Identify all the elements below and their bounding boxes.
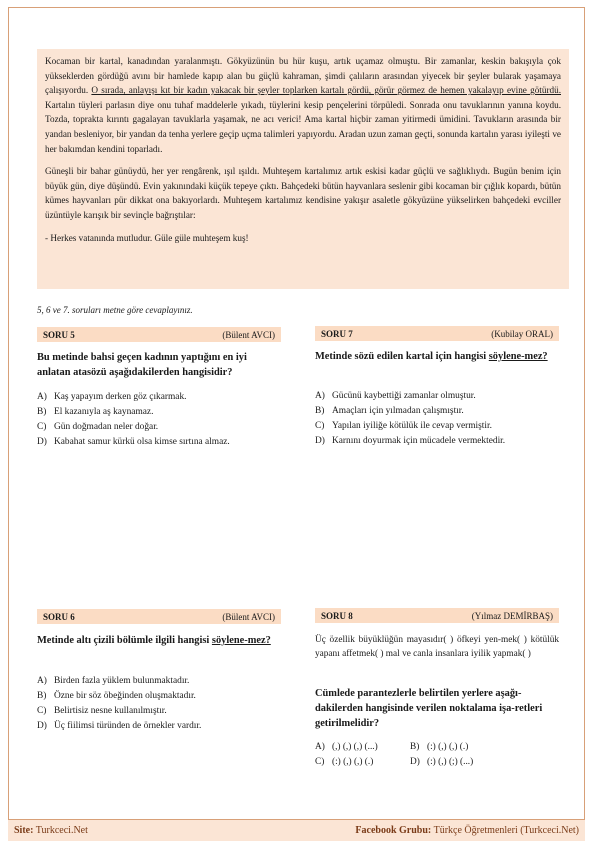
footer-facebook-label: Facebook Grubu: — [355, 825, 432, 836]
footer-facebook — [355, 825, 579, 836]
option-letter: B) — [410, 742, 420, 752]
option-d[interactable] — [410, 755, 559, 770]
question-6-title — [37, 633, 281, 648]
question-5-options — [37, 390, 297, 450]
question-7-title — [315, 349, 559, 364]
option-text: Belirtisiz nesne kullanılmıştır. — [54, 706, 167, 716]
option-text: Yapılan iyiliğe kötülük ile cevap vermiştir. — [332, 421, 492, 431]
option-letter: B) — [315, 406, 325, 416]
question-5-header — [37, 327, 281, 342]
question-7-options — [315, 389, 575, 449]
option-d[interactable] — [37, 435, 297, 450]
option-letter: D) — [37, 437, 47, 447]
title-emphasis: söylene-mez? — [211, 635, 271, 646]
option-letter: C) — [37, 422, 47, 432]
passage-text: Kocaman bir kartal, kanadından yaralanmıştı. Gökyüzünün bu hür kuşu, artık uçamaz olmuştu. Bir zamanlar, keskin bakışıyla çok yükseklerden gördüğü avını bir hamlede kapıp alan bu güçlü kahraman, şimdi çalıların arasından yiyecek bir şeyler bularak yaşamaya çalışıyordu. — [45, 56, 561, 96]
option-letter: C) — [315, 421, 325, 431]
title-text: Metinde altı çizili bölümle ilgili hangisi — [37, 635, 212, 646]
option-c[interactable] — [37, 420, 297, 435]
option-letter: B) — [37, 407, 47, 417]
passage-paragraph-3: - Herkes vatanında mutludur. Güle güle muhteşem kuş! — [45, 232, 249, 243]
reading-passage — [37, 49, 569, 289]
option-c[interactable] — [37, 704, 297, 719]
footer-facebook-link[interactable]: Türkçe Öğretmenleri (Turkceci.Net) — [433, 825, 579, 836]
instruction-text: 5, 6 ve 7. soruları metne göre cevaplayınız. — [37, 305, 193, 315]
question-6-header — [37, 609, 281, 624]
option-text: El kazanıyla aş kaynamaz. — [54, 407, 154, 417]
option-c[interactable] — [315, 755, 410, 770]
question-8-title: Cümlede parantezlerle belirtilen yerlere aşağı-dakilerden hangisinde verilen noktalama işa-retleri getirilmelidir? — [315, 688, 543, 729]
title-text: Metinde sözü edilen kartal için hangisi — [315, 351, 489, 362]
question-author: (Bülent AVCI) — [222, 611, 275, 622]
option-letter: A) — [315, 391, 325, 401]
option-a[interactable] — [315, 740, 410, 755]
option-letter: C) — [37, 706, 47, 716]
passage-paragraph-1 — [45, 54, 561, 156]
question-author: (Yılmaz DEMİRBAŞ) — [471, 610, 553, 621]
option-text: Karnını doyurmak için mücadele vermektedir. — [332, 436, 506, 446]
footer-site — [14, 825, 88, 836]
question-number: SORU 7 — [321, 328, 353, 339]
question-8-stem: Üç özellik büyüklüğün mayasıdır( ) öfkeyi yen-mek( ) kötülük yapanı affetmek( ) mal ve canla insanlara iyilik yapmak( ) — [315, 635, 559, 660]
option-d[interactable] — [37, 719, 297, 734]
option-letter: A) — [37, 676, 47, 686]
option-text: Birden fazla yüklem bulunmaktadır. — [54, 676, 190, 686]
option-text: Gücünü kaybettiği zamanlar olmuştur. — [332, 391, 476, 401]
option-text: (:) (,) (,) (.) — [332, 757, 374, 767]
page-footer — [8, 819, 585, 841]
option-b[interactable] — [315, 404, 575, 419]
question-number: SORU 6 — [43, 611, 75, 622]
option-text: Amaçları için yılmadan çalışmıştır. — [332, 406, 464, 416]
title-emphasis: söylene-mez? — [488, 351, 548, 362]
passage-text: Kartalın tüyleri parlasın diye onu tuhaf maddelerle yıkadı, tüylerini kesip pençelerini törpüledi. Sonrada onu tavuklarının yanına koydu. Tozda, toprakta kırıntı gagalayan tavuklarla yaşamak, ne acı verici! Ama kartal hiçbir zaman yitirmedi ümidini. Tavukların arasında bir yandan besleniyor, bir yandan da tenha yerlere geçip uçma talimleri yapıyordu. Aradan uzun zaman geçti, sonunda kartalın yarası iyileşti ve her bakımdan kendini toparladı. — [45, 99, 561, 154]
option-text: (:) (,) (,) (.) — [427, 742, 469, 752]
option-letter: D) — [410, 757, 420, 767]
option-text: Özne bir söz öbeğinden oluşmaktadır. — [54, 691, 196, 701]
question-author: (Kubilay ORAL) — [491, 328, 553, 339]
question-5-title: Bu metinde bahsi geçen kadının yaptığını en iyi anlatan atasözü aşağıdakilerden hangisidir? — [37, 352, 247, 378]
option-letter: A) — [315, 742, 325, 752]
option-a[interactable] — [37, 390, 297, 405]
option-text: Kaş yapayım derken göz çıkarmak. — [54, 392, 187, 402]
question-8-options — [315, 740, 559, 770]
question-8-header — [315, 608, 559, 623]
option-b[interactable] — [410, 740, 559, 755]
option-c[interactable] — [315, 419, 575, 434]
passage-paragraph-2: Güneşli bir bahar günüydü, her yer rengârenk, ışıl ışıldı. Muhteşem kartalımız artık eskisi kadar güçlü ve sağlıklıydı. Bugün benim için büyük gün, diye düşündü. Evin yakınındaki küçük tepeye çıktı. Bahçedeki bütün hayvanlara seslenir gibi kocaman bir çığlık kopardı, bütün kümes hayvanları pür dikkat ona bakıyorlardı. Muhteşem kartalımız kendisine yakışır asaletle gökyüzüne yükselirken bahçedeki evciller üzüntüyle karışık bir sevinçle bağrıştılar: — [45, 166, 561, 220]
footer-site-link[interactable]: Turkceci.Net — [35, 825, 88, 836]
option-a[interactable] — [315, 389, 575, 404]
option-letter: D) — [315, 436, 325, 446]
option-b[interactable] — [37, 689, 297, 704]
option-letter: C) — [315, 757, 325, 767]
option-text: (:) (,) (;) (...) — [427, 757, 474, 767]
option-text: (,) (,) (,) (...) — [332, 742, 378, 752]
option-a[interactable] — [37, 674, 297, 689]
underlined-sentence: O sırada, anlayışı kıt bir kadın yakacak bir şeyler toplarken kartalı gördü, görür görmez de hemen yakalayıp evine götürdü. — [91, 85, 561, 96]
question-number: SORU 8 — [321, 610, 353, 621]
option-d[interactable] — [315, 434, 575, 449]
question-number: SORU 5 — [43, 329, 75, 340]
option-text: Üç fiilimsi türünden de örnekler vardır. — [54, 721, 202, 731]
option-letter: D) — [37, 721, 47, 731]
footer-site-label: Site: — [14, 825, 34, 836]
option-b[interactable] — [37, 405, 297, 420]
option-text: Kabahat samur kürkü olsa kimse sırtına almaz. — [54, 437, 230, 447]
question-author: (Bülent AVCI) — [222, 329, 275, 340]
option-letter: A) — [37, 392, 47, 402]
question-6-options — [37, 674, 297, 734]
question-7-header — [315, 326, 559, 341]
option-text: Gün doğmadan neler doğar. — [54, 422, 159, 432]
option-letter: B) — [37, 691, 47, 701]
